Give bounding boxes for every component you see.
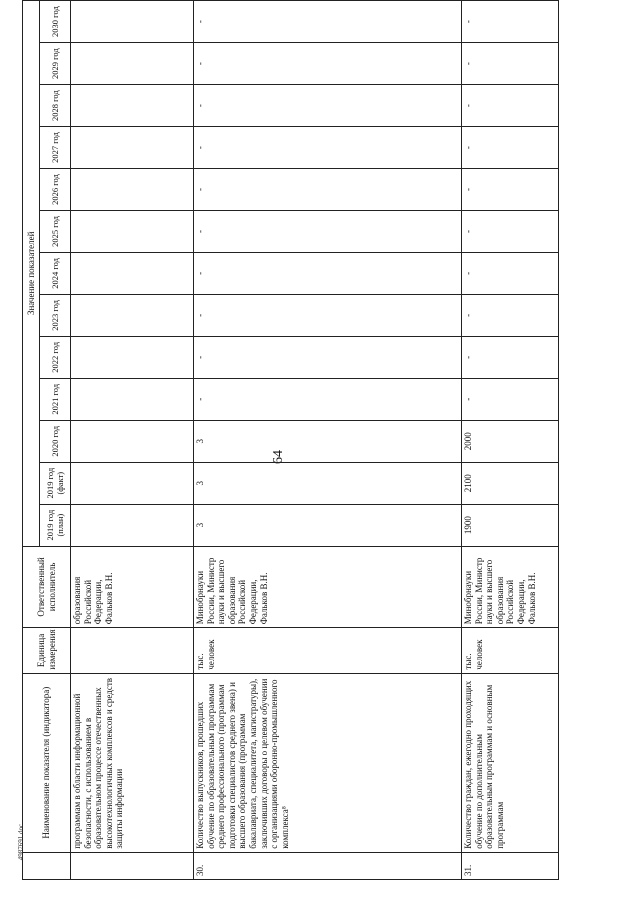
value-cell: - — [462, 1, 559, 43]
value-cell: - — [462, 43, 559, 85]
value-cell: - — [194, 336, 462, 378]
rotated-table-container — [22, 0, 578, 880]
value-cell: - — [462, 336, 559, 378]
value-cell: 2000 — [462, 420, 559, 462]
table-row — [462, 1, 559, 880]
value-cell — [71, 336, 194, 378]
document-filename-footer: 4987691.doc — [17, 823, 25, 861]
value-cell: 3 — [194, 504, 462, 546]
value-cell: - — [194, 252, 462, 294]
header-year: 2026 год — [40, 169, 71, 211]
responsible-cell: образования Российской Федерации, Фальков В.Н. — [71, 546, 194, 628]
value-cell: - — [194, 210, 462, 252]
value-cell — [71, 294, 194, 336]
value-cell: - — [462, 252, 559, 294]
value-cell: - — [194, 378, 462, 420]
value-cell — [71, 420, 194, 462]
value-cell — [71, 378, 194, 420]
value-cell: - — [194, 169, 462, 211]
header-num — [23, 852, 71, 879]
value-cell: - — [462, 127, 559, 169]
unit-cell: тыс. человек — [462, 628, 559, 673]
indicators-table — [22, 0, 559, 880]
value-cell — [71, 43, 194, 85]
value-cell — [71, 210, 194, 252]
header-year: 2020 год — [40, 420, 71, 462]
row-number — [71, 852, 194, 879]
table-row — [194, 1, 462, 880]
header-year: 2028 год — [40, 85, 71, 127]
value-cell: - — [194, 85, 462, 127]
header-year: 2024 год — [40, 252, 71, 294]
header-year: 2019 год (план) — [40, 504, 71, 546]
value-cell: - — [462, 210, 559, 252]
indicator-name: Количество граждан, ежегодно проходящих обучение по дополнительным образовательным программам и основным программам — [462, 673, 559, 852]
value-cell: 3 — [194, 462, 462, 504]
value-cell — [71, 127, 194, 169]
row-number: 31. — [462, 852, 559, 879]
value-cell: - — [462, 294, 559, 336]
value-cell — [71, 1, 194, 43]
header-year: 2019 год (факт) — [40, 462, 71, 504]
value-cell — [71, 252, 194, 294]
value-cell — [71, 85, 194, 127]
header-name: Наименование показателя (индикатора) — [23, 673, 71, 852]
row-number: 30. — [194, 852, 462, 879]
header-year: 2030 год — [40, 1, 71, 43]
indicator-name: Количество выпускников, прошедших обучение по образовательным программам среднего профессионального (программам подготовки специалистов среднего звена) и высшего образования (программам бакалавриата, специалитета, магистратуры), заключивших договоры о целевом обучении с организациями оборонно-промышленного комплекса⁸ — [194, 673, 462, 852]
value-cell: 2100 — [462, 462, 559, 504]
header-year: 2021 год — [40, 378, 71, 420]
value-cell: 1900 — [462, 504, 559, 546]
value-cell: - — [462, 85, 559, 127]
header-responsible: Ответственный исполнитель — [23, 546, 71, 628]
header-values-group: Значение показателей — [23, 1, 40, 547]
responsible-cell: Минобрнауки России, Министр науки и высшего образования Российской Федерации, Фальков В.Н. — [462, 546, 559, 628]
header-year: 2022 год — [40, 336, 71, 378]
value-cell: - — [462, 378, 559, 420]
value-cell: - — [194, 1, 462, 43]
table-row — [71, 1, 194, 880]
value-cell: 3 — [194, 420, 462, 462]
indicator-name: программам в области информационной безопасности, с использованием в образовательном процессе отечественных высокотехнологичных комплексов и средств защиты информации — [71, 673, 194, 852]
value-cell: - — [194, 127, 462, 169]
value-cell: - — [194, 294, 462, 336]
header-year: 2027 год — [40, 127, 71, 169]
header-unit: Единица измерения — [23, 628, 71, 673]
responsible-cell: Минобрнауки России, Министр науки и высшего образования Российской Федерации, Фальков В.Н. — [194, 546, 462, 628]
unit-cell — [71, 628, 194, 673]
value-cell: - — [462, 169, 559, 211]
header-year: 2029 год — [40, 43, 71, 85]
value-cell: - — [194, 43, 462, 85]
header-year: 2023 год — [40, 294, 71, 336]
value-cell — [71, 169, 194, 211]
page-number: 64 — [271, 450, 286, 464]
value-cell — [71, 504, 194, 546]
header-year: 2025 год — [40, 210, 71, 252]
unit-cell: тыс. человек — [194, 628, 462, 673]
value-cell — [71, 462, 194, 504]
